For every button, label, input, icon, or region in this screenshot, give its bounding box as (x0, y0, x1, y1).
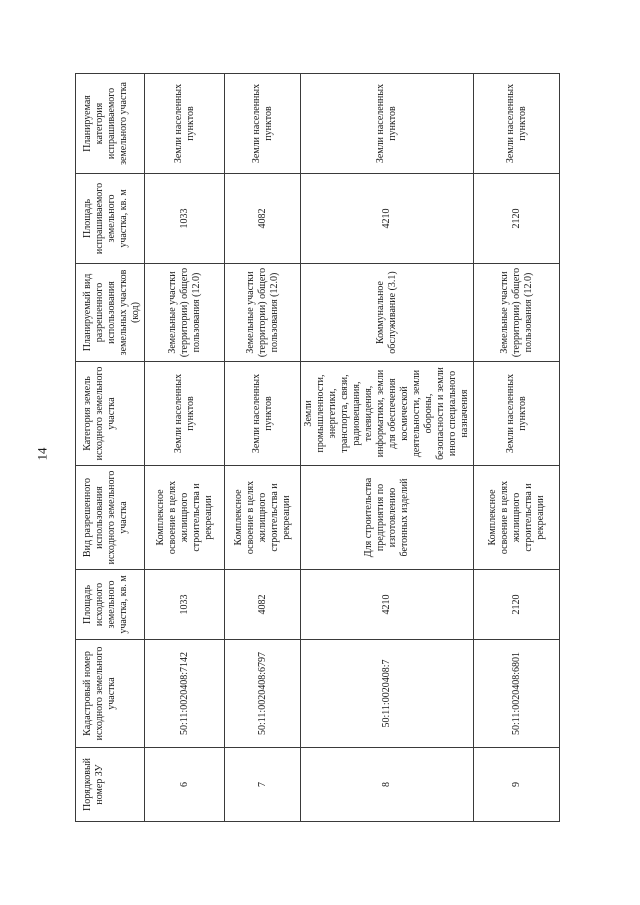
cell-category-planned: Земли населенных пунктов (145, 74, 225, 174)
cell-use-src: Комплексное освоение в целях жилищного строительства и рекреации (225, 466, 301, 570)
cell-cadastral: 50:11:0020408:6801 (474, 640, 560, 748)
cell-use-src: Для строительства предприятия по изготовлению бетонных изделий (301, 466, 474, 570)
cell-order: 8 (301, 748, 474, 822)
cell-use-src: Комплексное освоение в целях жилищного строительства и рекреации (474, 466, 560, 570)
cell-area-planned: 4210 (301, 174, 474, 264)
cell-cadastral: 50:11:0020408:7 (301, 640, 474, 748)
cell-use-planned: Коммунальное обслуживание (3.1) (301, 264, 474, 362)
table-row (301, 74, 474, 822)
header-category-src: Категория земель исходного земельного участка (76, 362, 145, 466)
cell-area-src: 4210 (301, 570, 474, 640)
table-row (474, 74, 560, 822)
rotated-table-container (75, 74, 546, 822)
cell-order: 6 (145, 748, 225, 822)
land-plots-table (75, 73, 560, 822)
cell-use-planned: Земельные участки (территории) общего пользования (12.0) (225, 264, 301, 362)
header-use-src: Вид разрешенного использования исходного земельного участка (76, 466, 145, 570)
cell-category-planned: Земли населенных пунктов (225, 74, 301, 174)
table-row (225, 74, 301, 822)
cell-category-src: Земли населенных пунктов (225, 362, 301, 466)
header-cadastral: Кадастровый номер исходного земельного участка (76, 640, 145, 748)
cell-use-planned: Земельные участки (территории) общего пользования (12.0) (474, 264, 560, 362)
cell-cadastral: 50:11:0020408:7142 (145, 640, 225, 748)
cell-cadastral: 50:11:0020408:6797 (225, 640, 301, 748)
header-use-planned: Планируемый вид разрешенного использования земельных участков (код) (76, 264, 145, 362)
header-order: Порядковый номер ЗУ (76, 748, 145, 822)
cell-use-src: Комплексное освоение в целях жилищного строительства и рекреации (145, 466, 225, 570)
cell-order: 7 (225, 748, 301, 822)
table-row (145, 74, 225, 822)
cell-area-src: 1033 (145, 570, 225, 640)
cell-order: 9 (474, 748, 560, 822)
cell-category-src: Земли промышленности, энергетики, транспорта, связи, радиовещания, телевидения, информатики, земли для обеспечения космической деятельности, земли обороны, безопасности и земли иного специального назначения (301, 362, 474, 466)
cell-area-src: 2120 (474, 570, 560, 640)
cell-category-src: Земли населенных пунктов (474, 362, 560, 466)
cell-use-planned: Земельные участки (территории) общего пользования (12.0) (145, 264, 225, 362)
table-header-row (76, 74, 145, 822)
cell-area-planned: 2120 (474, 174, 560, 264)
header-area-planned: Площадь испрашиваемого земельного участка, кв. м (76, 174, 145, 264)
cell-category-src: Земли населенных пунктов (145, 362, 225, 466)
cell-category-planned: Земли населенных пунктов (301, 74, 474, 174)
header-area-src: Площадь исходного земельного участка, кв. м (76, 570, 145, 640)
header-category-planned: Планируемая категория испрашиваемого земельного участка (76, 74, 145, 174)
cell-area-src: 4082 (225, 570, 301, 640)
cell-category-planned: Земли населенных пунктов (474, 74, 560, 174)
page-number: 14 (34, 447, 50, 461)
cell-area-planned: 4082 (225, 174, 301, 264)
cell-area-planned: 1033 (145, 174, 225, 264)
